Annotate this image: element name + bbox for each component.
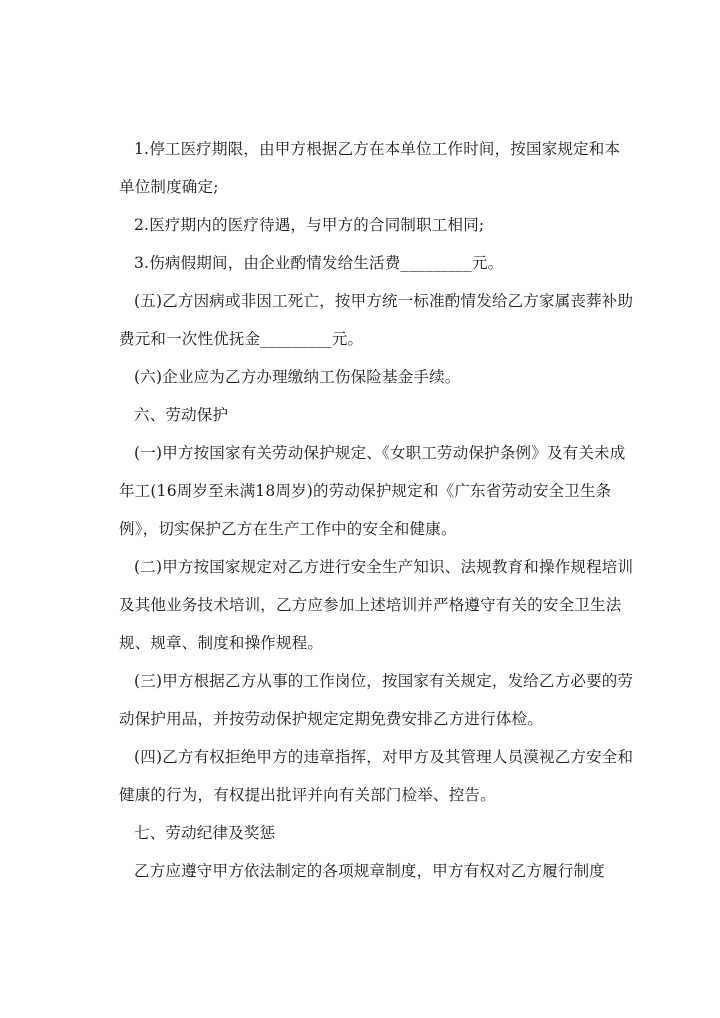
- paragraph-rules-compliance: 乙方应遵守甲方依法制定的各项规章制度，甲方有权对乙方履行制度: [134, 862, 606, 880]
- paragraph-sick-leave-period: 1.停工医疗期限，由甲方根据乙方在本单位工作时间，按国家规定和本单位制度确定;: [119, 140, 621, 196]
- paragraph-living-allowance: 3.伤病假期间，由企业酌情发给生活费_________元。: [134, 254, 504, 272]
- paragraph-injury-insurance: (六)企业应为乙方办理缴纳工伤保险基金手续。: [134, 368, 461, 386]
- paragraph-right-to-refuse: (四)乙方有权拒绝甲方的违章指挥，对甲方及其管理人员漠视乙方安全和健康的行为，有权提出批评并向有关部门检举、控告。: [119, 748, 634, 804]
- paragraph-safety-training: (二)甲方按国家规定对乙方进行安全生产知识、法规教育和操作规程培训及其他业务技术培训，乙方应参加上述培训并严格遵守有关的安全卫生法规、规章、制度和操作规程。: [119, 558, 634, 652]
- paragraph-medical-treatment: 2.医疗期内的医疗待遇，与甲方的合同制职工相同;: [134, 216, 485, 234]
- paragraph-protection-regulations: (一)甲方按国家有关劳动保护规定、《女职工劳动保护条例》及有关未成年工(16周岁至未满18周岁)的劳动保护规定和《广东省劳动安全卫生条例》，切实保护乙方在生产工作中的安全和健康。: [119, 444, 626, 538]
- section-heading-discipline: 七、劳动纪律及奖惩: [134, 824, 276, 842]
- paragraph-death-benefits: (五)乙方因病或非因工死亡，按甲方统一标准酌情发给乙方家属丧葬补助费元和一次性优抚金_________元。: [119, 292, 634, 348]
- paragraph-protective-equipment: (三)甲方根据乙方从事的工作岗位，按国家有关规定，发给乙方必要的劳动保护用品，并按劳动保护规定定期免费安排乙方进行体检。: [119, 672, 634, 728]
- document-body: [119, 130, 634, 890]
- section-heading-labor-protection: 六、劳动保护: [134, 406, 229, 424]
